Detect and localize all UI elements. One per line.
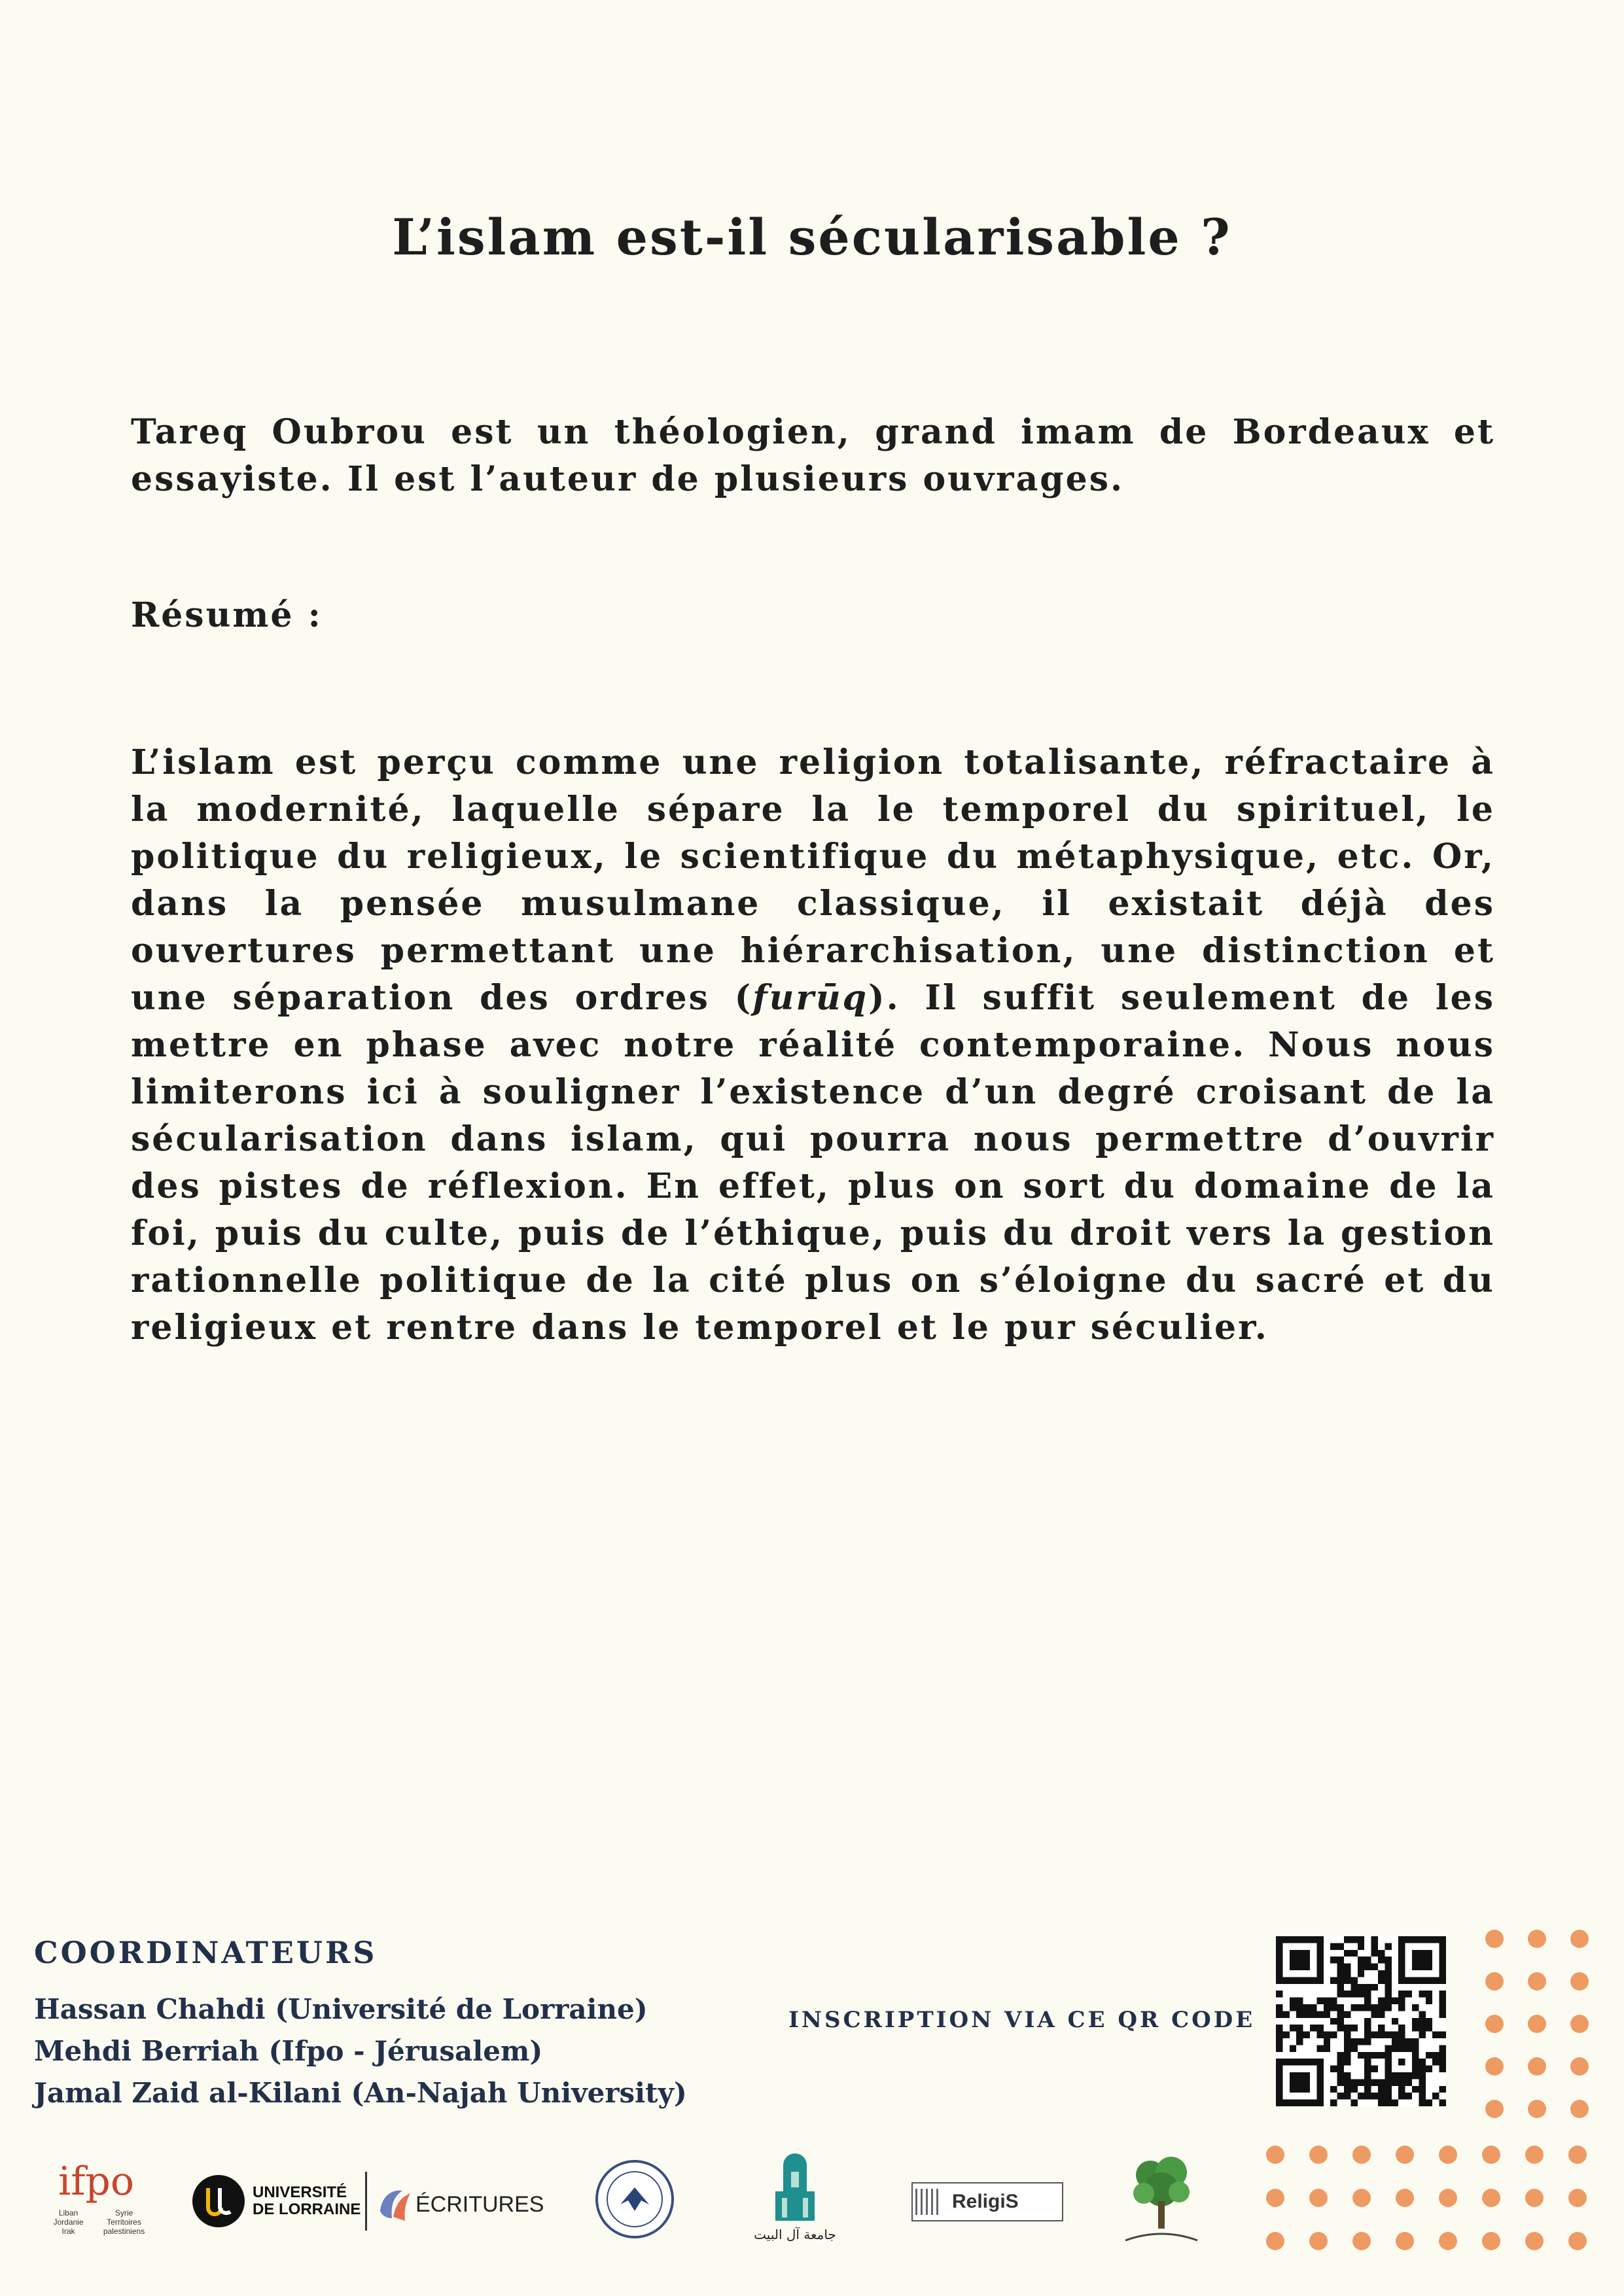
coordinator-item: Jamal Zaid al-Kilani (An-Najah University) [34, 2077, 687, 2109]
ul-circle-icon [191, 2174, 246, 2229]
ul-text [253, 2184, 361, 2218]
ifpo-region-label: Jordanie [53, 2218, 84, 2227]
ecritures-logo [376, 2182, 553, 2227]
religis-wordmark: ReligiS [952, 2191, 1019, 2212]
decorative-dot [1528, 1972, 1546, 1991]
decorative-dot [1482, 2146, 1500, 2164]
decorative-dot [1525, 2146, 1544, 2164]
decorative-dot [1528, 1930, 1546, 1948]
religis-logo [911, 2182, 1063, 2221]
ecritures-wordmark: ÉCRITURES [415, 2191, 544, 2217]
decorative-dot [1266, 2232, 1284, 2250]
coordinator-item: Hassan Chahdi (Université de Lorraine) [34, 1993, 648, 2025]
abstract-part-1: L’islam est perçu comme une religion totalisante, réfractaire à la modernité, laquelle sépare la le temporel du spirituel, le politique du religieux, le scientifique du métaphysique, etc. Or, dans la pensée musulmane classique, il existait déjà des ouvertures permettant une hiérarchisation, une distinction et une séparation des ordres ( [131, 742, 1495, 1018]
decorative-dot [1309, 2232, 1328, 2250]
ecritures-icon [376, 2184, 414, 2225]
decorative-dot [1396, 2232, 1414, 2250]
decorative-dot [1570, 2015, 1589, 2033]
decorative-dot [1568, 2232, 1587, 2250]
decorative-dot [1439, 2232, 1457, 2250]
decorative-dot [1570, 2057, 1589, 2076]
ifpo-logo [41, 2159, 152, 2240]
decorative-dot [1396, 2189, 1414, 2207]
decorative-dot [1525, 2189, 1544, 2207]
decorative-dot [1352, 2232, 1371, 2250]
royal-institute-tree-logo [1112, 2149, 1210, 2253]
ifpo-region-label: Liban [58, 2208, 79, 2218]
decorative-dot [1528, 2057, 1546, 2076]
decorative-dot [1482, 2189, 1500, 2207]
universite-lorraine-logo [191, 2172, 368, 2231]
decorative-dot [1309, 2146, 1328, 2164]
religis-bars-icon [913, 2185, 952, 2219]
decorative-dot [1570, 1972, 1589, 1991]
ifpo-region-label: Syrie [115, 2208, 133, 2218]
decorative-dots-bottom [1266, 2146, 1606, 2263]
ifpo-region-label: Territoires [107, 2218, 141, 2227]
ul-line-2: DE LORRAINE [253, 2200, 361, 2218]
decorative-dot [1485, 2057, 1504, 2076]
decorative-dot [1525, 2232, 1544, 2250]
decorative-dot [1439, 2189, 1457, 2207]
decorative-dots-right [1485, 1930, 1603, 2113]
decorative-dot [1396, 2146, 1414, 2164]
decorative-dot [1568, 2146, 1587, 2164]
al-albayt-university-logo [749, 2152, 841, 2250]
ul-line-1: UNIVERSITÉ [253, 2183, 347, 2201]
inscription-label: INSCRIPTION VIA CE QR CODE [788, 2007, 1256, 2033]
an-najah-university-seal [594, 2159, 676, 2240]
ifpo-regions [41, 2208, 152, 2236]
al-albayt-name: جامعة آل البيت [754, 2227, 836, 2242]
coordinators-list [34, 1989, 687, 2114]
resume-heading: Résumé : [131, 595, 323, 635]
logo-divider [365, 2172, 367, 2231]
qr-code[interactable] [1276, 1936, 1446, 2106]
ifpo-wordmark: ifpo [58, 2159, 134, 2204]
al-albayt-tower-icon [769, 2152, 821, 2224]
decorative-dot [1352, 2189, 1371, 2207]
ifpo-region-label: palestiniens [103, 2227, 145, 2236]
decorative-dot [1485, 1972, 1504, 1991]
abstract-text [131, 739, 1495, 1351]
abstract-part-2: ). Il suffit seulement de les mettre en phase avec notre réalité contemporaine. Nous nous limiterons ici à souligner l’existence d’un degré croisant de la sécularisation dans islam, qui pourra nous permettre d’ouvrir des pistes de réflexion. En effet, plus on sort du domaine de la foi, puis du culte, puis de l’éthique, puis du droit vers la gestion rationnelle politique de la cité plus on s’éloigne du sacré et du religieux et rentre dans le temporel et le pur séculier. [131, 978, 1495, 1348]
decorative-dot [1570, 1930, 1589, 1948]
decorative-dot [1352, 2146, 1371, 2164]
abstract-term: furūq [752, 978, 869, 1018]
page-title: L’islam est-il sécularisable ? [392, 208, 1232, 266]
decorative-dot [1485, 1930, 1504, 1948]
decorative-dot [1528, 2015, 1546, 2033]
ifpo-region-label: Irak [62, 2227, 75, 2236]
decorative-dot [1485, 2015, 1504, 2033]
decorative-dot [1309, 2189, 1328, 2207]
decorative-dot [1482, 2232, 1500, 2250]
decorative-dot [1266, 2189, 1284, 2207]
decorative-dot [1568, 2189, 1587, 2207]
decorative-dot [1439, 2146, 1457, 2164]
speaker-bio: Tareq Oubrou est un théologien, grand imam de Bordeaux et essayiste. Il est l’auteur de plusieurs ouvrages. [131, 412, 1495, 499]
coordinator-item: Mehdi Berriah (Ifpo - Jérusalem) [34, 2035, 543, 2067]
decorative-dot [1570, 2100, 1589, 2118]
decorative-dot [1485, 2100, 1504, 2118]
decorative-dot [1528, 2100, 1546, 2118]
decorative-dot [1266, 2146, 1284, 2164]
coordinators-heading: COORDINATEURS [34, 1935, 378, 1970]
